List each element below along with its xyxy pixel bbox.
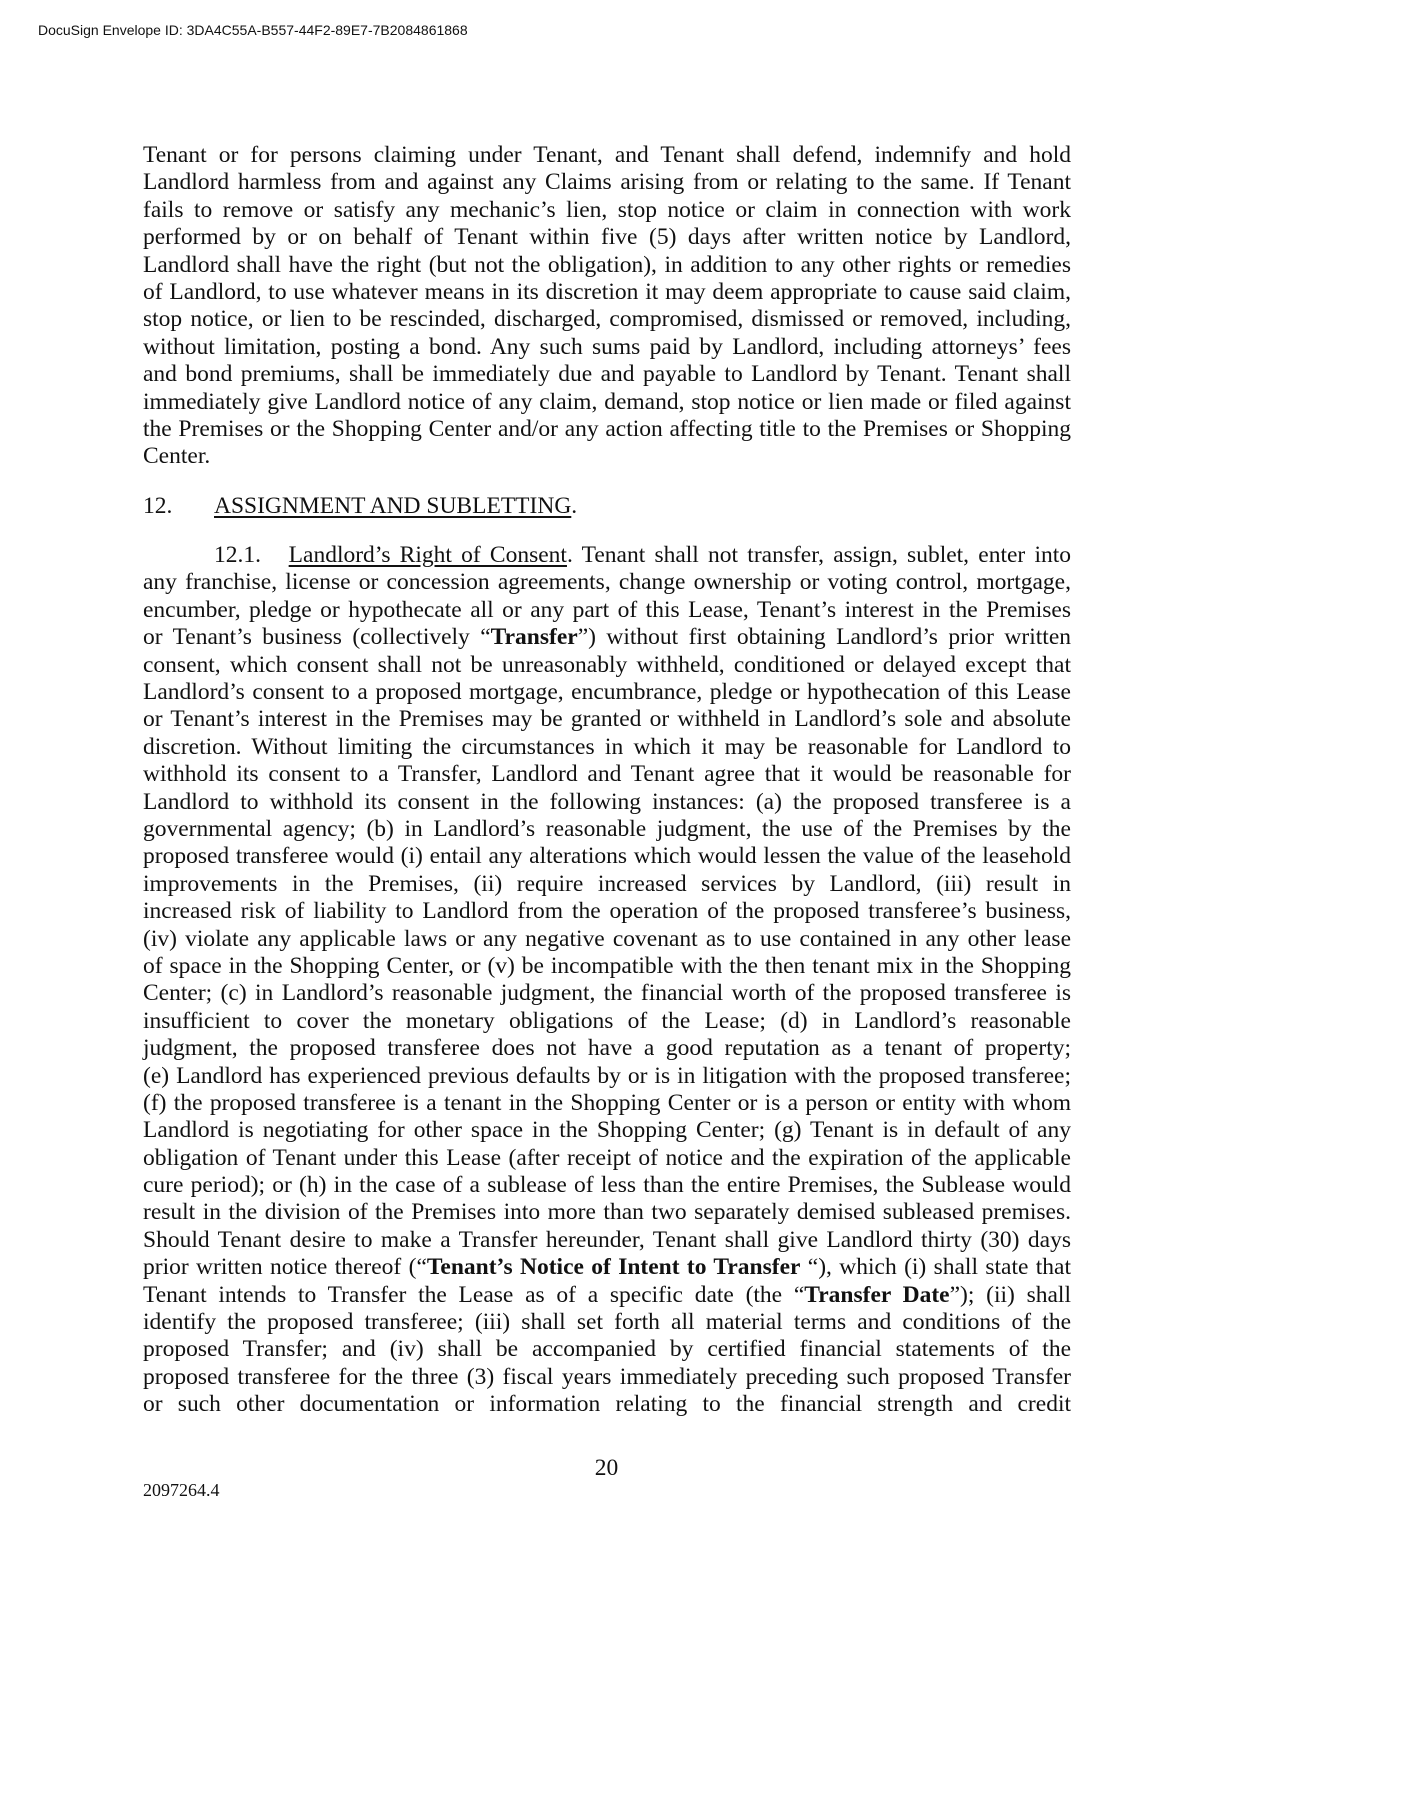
- text-line: Center.: [143, 443, 211, 470]
- subsection-title: Landlord’s Right of Consent: [288, 542, 567, 569]
- text-line: consent, which consent shall not be unreasonably withheld, conditioned or delayed except that: [143, 651, 1071, 678]
- defined-term-transfer-date: Transfer Date: [804, 1281, 950, 1308]
- document-number: 2097264.4: [143, 1480, 220, 1500]
- text-line: improvements in the Premises, (ii) require increased services by Landlord, (iii) result in: [143, 870, 1071, 897]
- text-line: (iv) violate any applicable laws or any negative covenant as to use contained in any other lease: [143, 925, 1071, 952]
- document-page: [143, 142, 1071, 1419]
- transfer-date-line: [143, 1282, 1071, 1309]
- text-line: the Premises or the Shopping Center and/or any action affecting title to the Premises or Shopping: [143, 415, 1071, 442]
- subsection-number: 12.1.: [214, 542, 261, 569]
- text-line: encumber, pledge or hypothecate all or any part of this Lease, Tenant’s interest in the Premises: [143, 596, 1071, 623]
- text-line: Tenant or for persons claiming under Tenant, and Tenant shall defend, indemnify and hold: [143, 142, 1071, 168]
- text-line: Landlord shall have the right (but not the obligation), in addition to any other rights or remedies: [143, 251, 1071, 278]
- text-line: proposed Transfer; and (iv) shall be accompanied by certified financial statements of the: [143, 1336, 1071, 1363]
- defined-term-transfer: Transfer: [490, 624, 578, 651]
- section-title-suffix: .: [571, 492, 578, 519]
- text-line: result in the division of the Premises into more than two separately demised subleased premises.: [143, 1199, 1071, 1226]
- text-line: and bond premiums, shall be immediately due and payable to Landlord by Tenant. Tenant shall: [143, 361, 1071, 388]
- section-heading: [143, 493, 1071, 520]
- text-line: Landlord to withhold its consent in the following instances: (a) the proposed transferee is a: [143, 788, 1071, 815]
- text-line: judgment, the proposed transferee does not have a good reputation as a tenant of property;: [143, 1035, 1071, 1062]
- text-line: Landlord is negotiating for other space in the Shopping Center; (g) Tenant is in default of any: [143, 1117, 1071, 1144]
- subsection-first-line: [143, 542, 1071, 569]
- text-line: (e) Landlord has experienced previous defaults by or is in litigation with the proposed transferee;: [143, 1062, 1071, 1089]
- text-line: or Tenant’s business (collectively “Transfer”) without first obtaining Landlord’s prior written: [143, 624, 1072, 651]
- text-line: fails to remove or satisfy any mechanic’s lien, stop notice or claim in connection with work: [143, 196, 1071, 223]
- docusign-envelope-id: DocuSign Envelope ID: 3DA4C55A-B557-44F2-89E7-7B2084861868: [38, 22, 468, 38]
- text-line: withhold its consent to a Transfer, Landlord and Tenant agree that it would be reasonable for: [143, 761, 1071, 788]
- subsection-12-1: [143, 542, 1071, 1419]
- text-line: (f) the proposed transferee is a tenant in the Shopping Center or is a person or entity with whom: [143, 1089, 1071, 1116]
- section-title: ASSIGNMENT AND SUBLETTING: [214, 492, 572, 519]
- paragraph-lien-removal: [143, 142, 1071, 471]
- subsection-tail: [143, 1309, 1071, 1419]
- subsection-first-line-text: . Tenant shall not transfer, assign, sublet, enter into: [566, 542, 1072, 569]
- page-number: 20: [594, 1455, 619, 1481]
- text-line: stop notice, or lien to be rescinded, discharged, compromised, dismissed or removed, including,: [143, 306, 1071, 333]
- notice-line: [143, 1254, 1071, 1281]
- date-line-pre: Tenant intends to Transfer the Lease as of a specific date (the “: [143, 1281, 805, 1308]
- text-line: Should Tenant desire to make a Transfer hereunder, Tenant shall give Landlord thirty (30) days: [143, 1226, 1071, 1253]
- text-line: increased risk of liability to Landlord from the operation of the proposed transferee’s business,: [143, 898, 1071, 925]
- text-line: obligation of Tenant under this Lease (after receipt of notice and the expiration of the applicable: [143, 1144, 1071, 1171]
- text-line: Landlord harmless from and against any Claims arising from or relating to the same. If Tenant: [143, 169, 1071, 196]
- text-line: proposed transferee for the three (3) fiscal years immediately preceding such proposed Transfer: [143, 1363, 1071, 1390]
- text-line: any franchise, license or concession agreements, change ownership or voting control, mortgage,: [143, 569, 1071, 596]
- text-line: performed by or on behalf of Tenant within five (5) days after written notice by Landlord,: [143, 224, 1071, 251]
- text-line: identify the proposed transferee; (iii) shall set forth all material terms and conditions of the: [143, 1309, 1071, 1336]
- text-line: governmental agency; (b) in Landlord’s reasonable judgment, the use of the Premises by the: [143, 815, 1071, 842]
- date-line-post: ”); (ii) shall: [949, 1281, 1071, 1308]
- text-line: of space in the Shopping Center, or (v) be incompatible with the then tenant mix in the Shopping: [143, 952, 1071, 979]
- subsection-body: [143, 569, 1071, 1254]
- text-line: without limitation, posting a bond. Any such sums paid by Landlord, including attorneys’ fees: [143, 333, 1071, 360]
- text-line: immediately give Landlord notice of any claim, demand, stop notice or lien made or filed against: [143, 388, 1071, 415]
- text-line: or such other documentation or information relating to the financial strength and credit: [143, 1391, 1071, 1418]
- text-line: cure period); or (h) in the case of a sublease of less than the entire Premises, the Sublease would: [143, 1172, 1071, 1199]
- text-line: Landlord’s consent to a proposed mortgage, encumbrance, pledge or hypothecation of this Lease: [143, 679, 1071, 706]
- notice-line-pre: prior written notice thereof (“: [143, 1254, 427, 1281]
- notice-line-post: “), which (i) shall state that: [800, 1254, 1071, 1281]
- text-line: or Tenant’s interest in the Premises may be granted or withheld in Landlord’s sole and absolute: [143, 706, 1071, 733]
- text-line: Center; (c) in Landlord’s reasonable judgment, the financial worth of the proposed transferee is: [143, 980, 1071, 1007]
- text-line: insufficient to cover the monetary obligations of the Lease; (d) in Landlord’s reasonable: [143, 1007, 1071, 1034]
- defined-term-notice-of-intent: Tenant’s Notice of Intent to Transfer: [426, 1254, 801, 1281]
- text-line: proposed transferee would (i) entail any alterations which would lessen the value of the leasehold: [143, 843, 1071, 870]
- section-number: 12.: [143, 492, 173, 519]
- text-line: of Landlord, to use whatever means in its discretion it may deem appropriate to cause said claim,: [143, 278, 1071, 305]
- text-line: discretion. Without limiting the circumstances in which it may be reasonable for Landlord to: [143, 733, 1071, 760]
